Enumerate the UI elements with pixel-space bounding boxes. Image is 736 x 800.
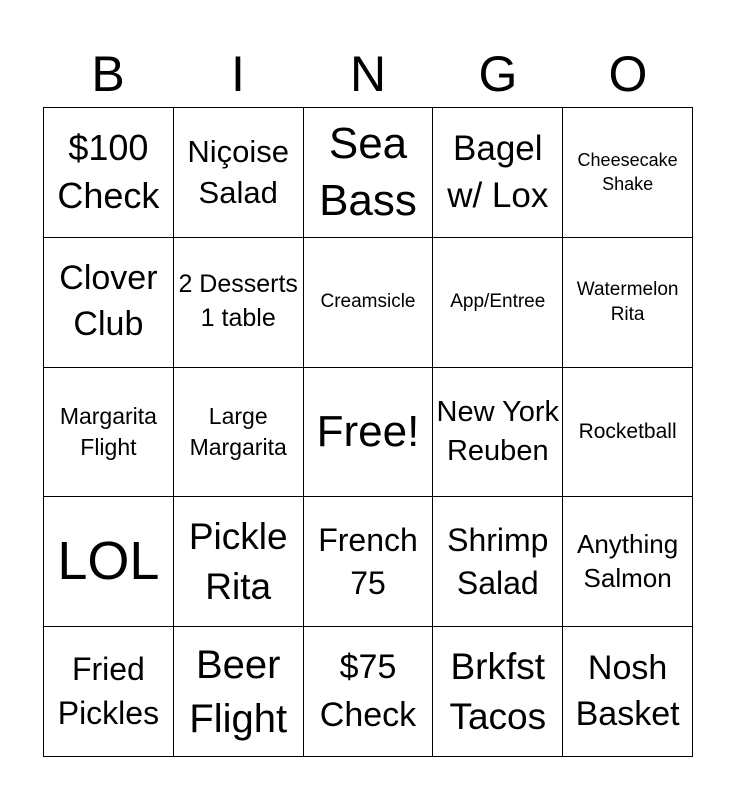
bingo-cell[interactable]: [304, 238, 434, 368]
bingo-cell[interactable]: [433, 627, 563, 757]
bingo-header: [43, 40, 693, 108]
bingo-cell[interactable]: [44, 627, 174, 757]
cell-text: Fried Pickles: [57, 651, 160, 731]
bingo-cell[interactable]: [174, 238, 304, 368]
bingo-cell[interactable]: [44, 238, 174, 368]
bingo-cell[interactable]: [563, 368, 693, 498]
cell-text: Nosh Basket: [575, 648, 680, 733]
bingo-cell[interactable]: [44, 108, 174, 238]
cell-text: Brkfst Tacos: [449, 645, 547, 737]
bingo-cell[interactable]: [44, 368, 174, 498]
header-letter-n: N: [349, 46, 387, 102]
cell-text: Cheesecake Shake: [577, 150, 678, 195]
cell-text: Free!: [316, 407, 420, 457]
header-letter-o: O: [608, 46, 648, 102]
header-letter-i: I: [231, 46, 245, 102]
cell-text: French 75: [318, 521, 418, 601]
bingo-cell[interactable]: [563, 627, 693, 757]
cell-text: New York Reuben: [436, 395, 560, 467]
cell-text: Shrimp Salad: [447, 521, 549, 601]
cell-text: $100 Check: [57, 126, 160, 217]
bingo-cell[interactable]: [304, 368, 434, 498]
bingo-cell[interactable]: [433, 497, 563, 627]
bingo-cell[interactable]: [433, 238, 563, 368]
cell-text: Clover Club: [59, 259, 158, 344]
header-letter-b: B: [91, 46, 125, 102]
cell-text: Rocketball: [578, 419, 677, 443]
bingo-cell[interactable]: [563, 497, 693, 627]
bingo-cell[interactable]: [304, 627, 434, 757]
cell-text: Pickle Rita: [188, 515, 288, 607]
bingo-cell[interactable]: [174, 627, 304, 757]
bingo-cell[interactable]: [44, 497, 174, 627]
cell-text: Beer Flight: [189, 642, 288, 741]
bingo-cell[interactable]: [433, 108, 563, 238]
bingo-cell[interactable]: [174, 108, 304, 238]
cell-text: Bagel w/ Lox: [447, 129, 549, 216]
header-letter-g: G: [478, 46, 518, 102]
bingo-cell[interactable]: [304, 108, 434, 238]
cell-text: Margarita Flight: [59, 402, 157, 460]
cell-text: LOL: [57, 531, 160, 592]
cell-text: Anything Salmon: [577, 528, 679, 593]
cell-text: App/Entree: [450, 291, 546, 313]
cell-text: $75 Check: [319, 648, 417, 734]
cell-text: Large Margarita: [189, 402, 287, 460]
cell-text: Creamsicle: [320, 291, 416, 313]
bingo-cell[interactable]: [174, 497, 304, 627]
bingo-cell[interactable]: [563, 108, 693, 238]
bingo-cell[interactable]: [304, 497, 434, 627]
bingo-cell[interactable]: [563, 238, 693, 368]
bingo-cell[interactable]: [433, 368, 563, 498]
cell-text: Niçoise Salad: [187, 133, 290, 211]
bingo-cell[interactable]: [174, 368, 304, 498]
bingo-board: [43, 107, 693, 757]
cell-text: Watermelon Rita: [576, 278, 679, 326]
cell-text: 2 Desserts 1 table: [178, 270, 298, 333]
cell-text: Sea Bass: [319, 119, 417, 226]
